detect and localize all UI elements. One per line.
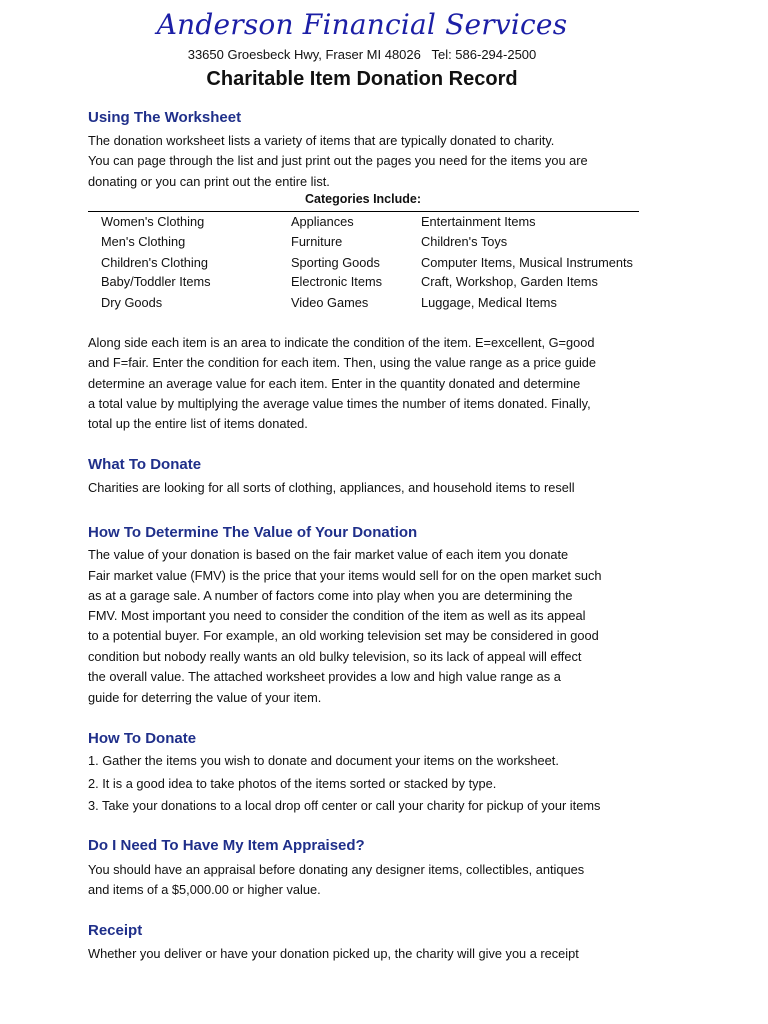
- paragraph-line: determine an average value for each item. Enter in the quantity donated and determine: [88, 376, 581, 391]
- categories-heading: Categories Include:: [305, 192, 421, 206]
- category-item: Baby/Toddler Items: [101, 274, 211, 289]
- paragraph-line: guide for deterring the value of your item.: [88, 690, 322, 705]
- category-item: Luggage, Medical Items: [421, 295, 557, 310]
- paragraph-line: The value of your donation is based on the fair market value of each item you donate: [88, 547, 569, 562]
- heading-appraisal: Do I Need To Have My Item Appraised?: [88, 837, 365, 854]
- company-address: 33650 Groesbeck Hwy, Fraser MI 48026 Tel: 586-294-2500: [187, 47, 537, 62]
- paragraph-line: total up the entire list of items donated.: [88, 416, 308, 431]
- paragraph-line: Along side each item is an area to indicate the condition of the item. E=excellent, G=good: [88, 335, 595, 350]
- paragraph-line: Charities are looking for all sorts of clothing, appliances, and household items to resell: [88, 480, 575, 495]
- paragraph-line: FMV. Most important you need to consider the condition of the item as well as its appeal: [88, 608, 586, 623]
- category-item: Craft, Workshop, Garden Items: [421, 274, 598, 289]
- heading-determine-value: How To Determine The Value of Your Donation: [88, 524, 418, 541]
- paragraph-line: and items of a $5,000.00 or higher value.: [88, 882, 321, 897]
- heading-using-worksheet: Using The Worksheet: [88, 109, 242, 126]
- category-item: Appliances: [291, 214, 354, 229]
- category-item: Computer Items, Musical Instruments: [421, 255, 633, 270]
- category-item: Men's Clothing: [101, 234, 186, 249]
- list-item: 2. It is a good idea to take photos of the items sorted or stacked by type.: [88, 776, 497, 791]
- category-item: Dry Goods: [101, 295, 163, 310]
- heading-what-to-donate: What To Donate: [88, 456, 202, 473]
- category-item: Video Games: [291, 295, 369, 310]
- category-item: Furniture: [291, 234, 343, 249]
- paragraph-line: condition but nobody really wants an old bulky television, so its lack of appeal will effect: [88, 649, 582, 664]
- category-item: Electronic Items: [291, 274, 383, 289]
- paragraph-line: Whether you deliver or have your donation picked up, the charity will give you a receipt: [88, 946, 579, 961]
- paragraph-line: The donation worksheet lists a variety of items that are typically donated to charity.: [88, 133, 555, 148]
- paragraph-line: and F=fair. Enter the condition for each item. Then, using the value range as a price guide: [88, 355, 597, 370]
- paragraph-line: You should have an appraisal before donating any designer items, collectibles, antiques: [88, 862, 585, 877]
- category-item: Entertainment Items: [421, 214, 536, 229]
- heading-how-to-donate: How To Donate: [88, 730, 197, 747]
- paragraph-line: a total value by multiplying the average value times the number of items donated. Finally,: [88, 396, 591, 411]
- paragraph-line: to a potential buyer. For example, an old working television set may be considered in good: [88, 628, 599, 643]
- heading-receipt: Receipt: [88, 922, 143, 939]
- company-name: Anderson Financial Services: [156, 8, 568, 41]
- paragraph-line: You can page through the list and just print out the pages you need for the items you are: [88, 153, 588, 168]
- page-title: Charitable Item Donation Record: [206, 68, 518, 90]
- category-item: Children's Clothing: [101, 255, 209, 270]
- list-item: 1. Gather the items you wish to donate and document your items on the worksheet.: [88, 753, 559, 768]
- list-item: 3. Take your donations to a local drop off center or call your charity for pickup of your items: [88, 798, 601, 813]
- category-item: Women's Clothing: [101, 214, 205, 229]
- paragraph-line: donating or you can print out the entire list.: [88, 174, 330, 189]
- category-item: Children's Toys: [421, 234, 508, 249]
- paragraph-line: as at a garage sale. A number of factors come into play when you are determining the: [88, 588, 573, 603]
- category-item: Sporting Goods: [291, 255, 380, 270]
- paragraph-line: Fair market value (FMV) is the price that your items would sell for on the open market such: [88, 568, 602, 583]
- paragraph-line: the overall value. The attached worksheet provides a low and high value range as a: [88, 669, 561, 684]
